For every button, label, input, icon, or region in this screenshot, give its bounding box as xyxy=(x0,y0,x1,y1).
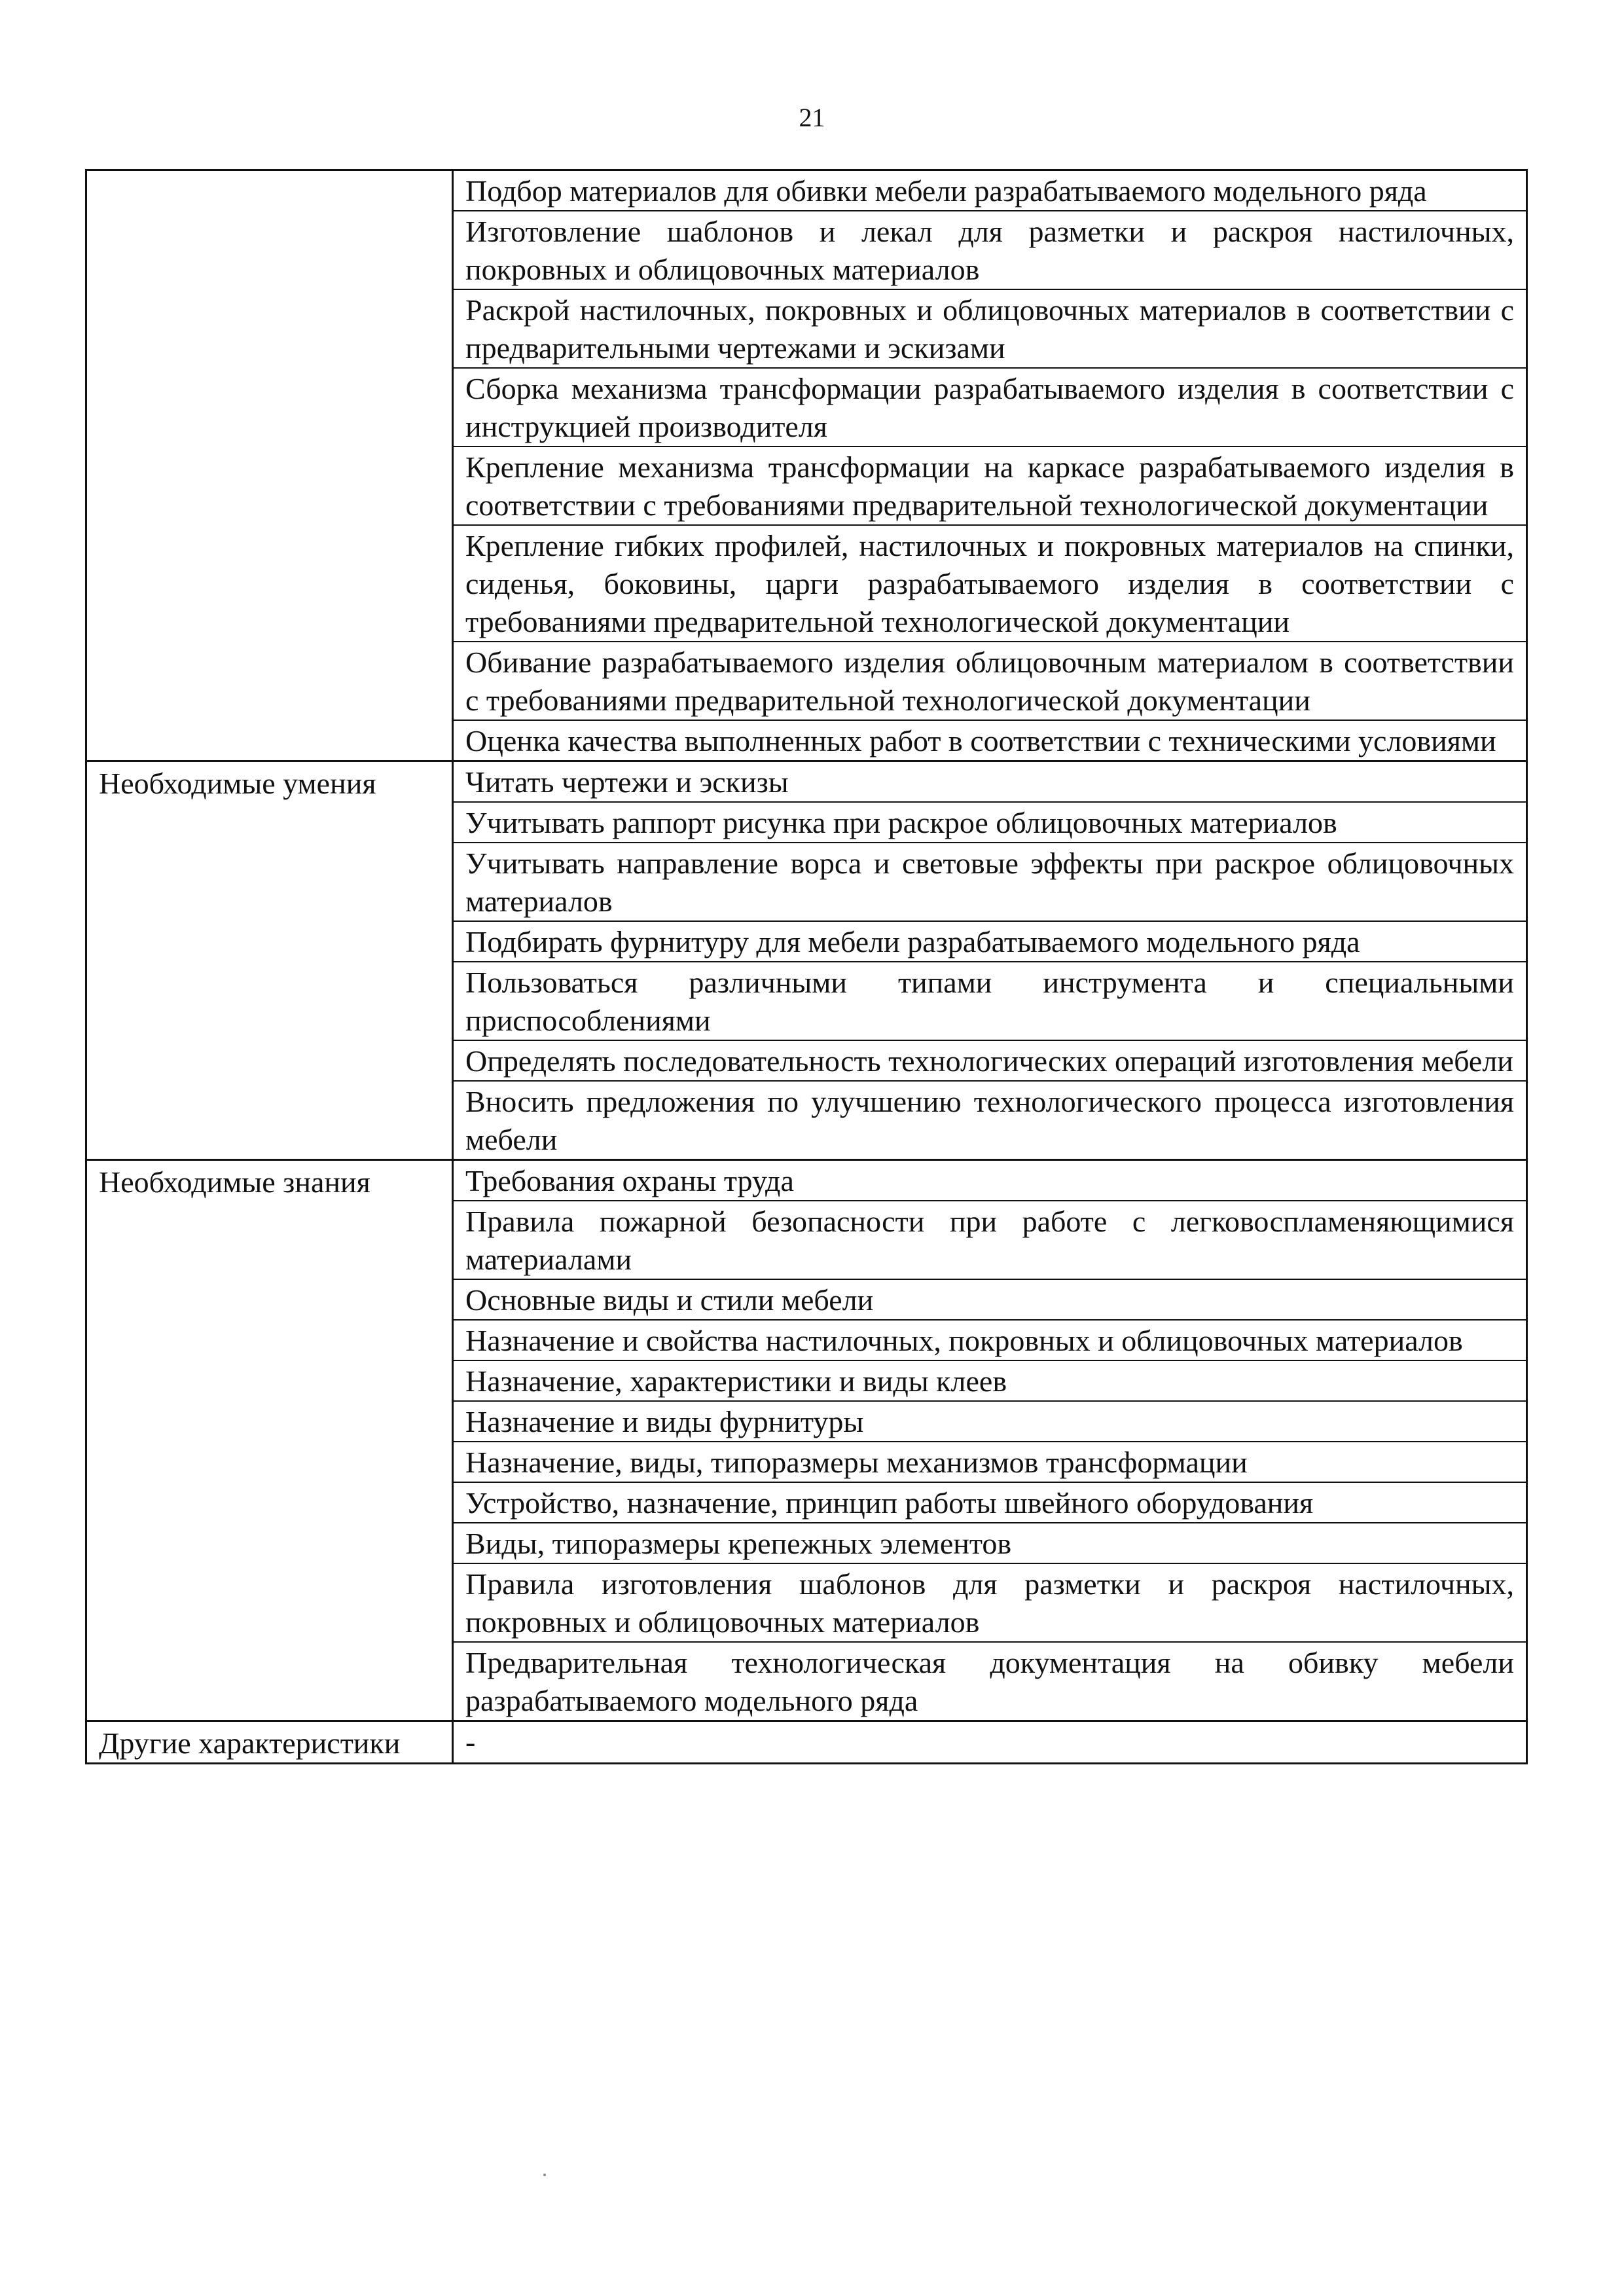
table-section xyxy=(87,1159,1526,1720)
table-row: Назначение и виды фурнитуры xyxy=(454,1400,1526,1441)
table-row: Учитывать раппорт рисунка при раскрое облицовочных материалов xyxy=(454,801,1526,842)
table-row: Требования охраны труда xyxy=(465,1164,794,1197)
table-section xyxy=(87,1720,1526,1762)
table-row: Устройство, назначение, принцип работы швейного оборудования xyxy=(454,1482,1526,1522)
section-label: Необходимые умения xyxy=(87,762,454,1159)
table-row: Назначение, характеристики и виды клеев xyxy=(454,1360,1526,1400)
section-label: Другие характеристики xyxy=(87,1722,454,1762)
table-row: Раскрой настилочных, покровных и облицовочных материалов в соответствии с предварительными чертежами и эскизами xyxy=(454,289,1526,367)
table-row: Вносить предложения по улучшению технологического процесса изготовления мебели xyxy=(454,1080,1526,1159)
table-row: Крепление гибких профилей, настилочных и покровных материалов на спинки, сиденья, боковины, царги разрабатываемого изделия в соответствии с требованиями предварительной технологической документации xyxy=(454,524,1526,641)
page-number: 21 xyxy=(799,103,825,132)
table-section xyxy=(87,760,1526,1159)
requirements-table xyxy=(85,169,1528,1764)
table-row: Подбор материалов для обивки мебели разрабатываемого модельного ряда xyxy=(465,174,1427,208)
section-items xyxy=(454,171,1526,760)
section-label xyxy=(87,171,454,760)
section-items xyxy=(454,762,1526,1159)
scan-speck xyxy=(543,2174,546,2176)
table-row: Читать чертежи и эскизы xyxy=(465,765,789,799)
table-row: - xyxy=(465,1725,476,1758)
table-row: Обивание разрабатываемого изделия облицовочным материалом в соответствии с требованиями предварительной технологической документации xyxy=(454,641,1526,720)
table-row: Правила изготовления шаблонов для разметки и раскроя настилочных, покровных и облицовочных материалов xyxy=(454,1563,1526,1641)
table-row: Учитывать направление ворса и световые эффекты при раскрое облицовочных материалов xyxy=(454,842,1526,920)
section-items xyxy=(454,1161,1526,1720)
table-row: Виды, типоразмеры крепежных элементов xyxy=(454,1522,1526,1563)
table-row: Назначение и свойства настилочных, покровных и облицовочных материалов xyxy=(454,1319,1526,1360)
table-row: Пользоваться различными типами инструмента и специальными приспособлениями xyxy=(454,961,1526,1040)
table-row: Сборка механизма трансформации разрабатываемого изделия в соответствии с инструкцией производителя xyxy=(454,367,1526,446)
table-row: Предварительная технологическая документация на обивку мебели разрабатываемого модельного ряда xyxy=(454,1641,1526,1720)
table-row: Правила пожарной безопасности при работе с легковоспламеняющимися материалами xyxy=(454,1200,1526,1279)
table-row: Основные виды и стили мебели xyxy=(454,1279,1526,1319)
section-label: Необходимые знания xyxy=(87,1161,454,1720)
table-row: Крепление механизма трансформации на каркасе разрабатываемого изделия в соответствии с требованиями предварительной технологической документации xyxy=(454,446,1526,524)
table-section xyxy=(87,171,1526,760)
section-items xyxy=(454,1722,1526,1762)
table-row: Оценка качества выполненных работ в соответствии с техническими условиями xyxy=(454,720,1526,760)
table-row: Определять последовательность технологических операций изготовления мебели xyxy=(454,1040,1526,1080)
table-row: Подбирать фурнитуру для мебели разрабатываемого модельного ряда xyxy=(454,920,1526,961)
table-row: Изготовление шаблонов и лекал для разметки и раскроя настилочных, покровных и облицовочных материалов xyxy=(454,210,1526,289)
table-row: Назначение, виды, типоразмеры механизмов трансформации xyxy=(454,1441,1526,1482)
